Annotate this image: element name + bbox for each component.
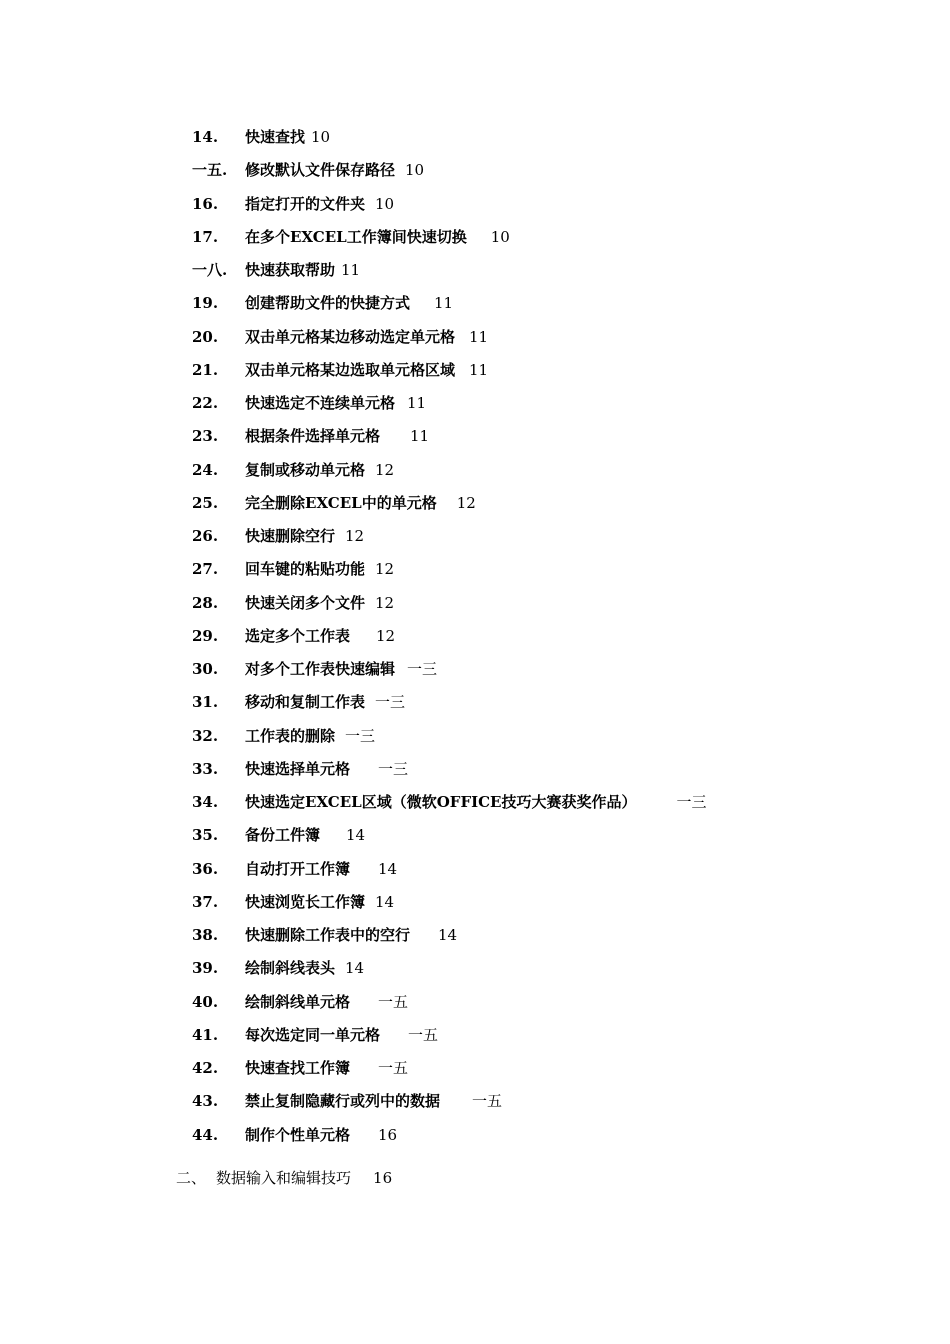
toc-entry[interactable] — [192, 656, 812, 689]
entry-title: 工作表的删除 — [245, 726, 336, 745]
entry-page: 10 — [405, 161, 425, 180]
entry-number: 34. — [192, 793, 219, 811]
entry-number: 14. — [192, 128, 219, 146]
entry-number: 一五. — [192, 161, 228, 180]
entry-title: 快速选择单元格 — [245, 759, 351, 778]
entry-title: 完全删除EXCEL中的单元格 — [245, 493, 437, 512]
entry-page: 一三 — [378, 759, 409, 778]
toc-entry[interactable] — [192, 989, 812, 1022]
entry-title: 快速查找 — [245, 128, 306, 146]
entry-title: 制作个性单元格 — [245, 1125, 351, 1144]
entry-number: 21. — [192, 360, 219, 379]
entry-title: 在多个EXCEL工作簿间快速切换 — [245, 227, 467, 246]
entry-title: 回车键的粘贴功能 — [245, 560, 366, 579]
entry-number: 一八. — [192, 261, 228, 279]
entry-page: 12 — [345, 527, 365, 545]
entry-title: 禁止复制隐藏行或列中的数据 — [245, 1092, 441, 1111]
entry-page: 14 — [346, 826, 366, 845]
entry-title: 快速选定EXCEL区域（微软OFFICE技巧大赛获奖作品） — [245, 793, 637, 811]
entry-page: 12 — [376, 626, 396, 645]
entry-number: 22. — [192, 394, 219, 412]
entry-title: 移动和复制工作表 — [245, 693, 366, 712]
entry-number: 24. — [192, 460, 219, 479]
toc-entry[interactable] — [192, 457, 812, 490]
section-page: 16 — [373, 1169, 393, 1187]
entry-number: 38. — [192, 926, 219, 944]
entry-number: 44. — [192, 1125, 219, 1144]
entry-title: 快速浏览长工作簿 — [245, 892, 366, 911]
entry-number: 42. — [192, 1059, 219, 1077]
entry-number: 23. — [192, 427, 219, 446]
entry-page: 16 — [378, 1125, 398, 1144]
entry-number: 35. — [192, 826, 219, 845]
entry-number: 33. — [192, 759, 219, 778]
entry-number: 28. — [192, 593, 219, 612]
entry-page: 11 — [341, 261, 361, 279]
toc-entry[interactable] — [192, 590, 812, 623]
toc-entry[interactable] — [192, 357, 812, 390]
table-of-contents — [192, 124, 812, 1155]
entry-title: 选定多个工作表 — [245, 626, 351, 645]
entry-number: 36. — [192, 859, 219, 878]
toc-entry[interactable] — [192, 257, 812, 290]
entry-page: 14 — [378, 859, 398, 878]
entry-page: 12 — [375, 593, 395, 612]
entry-title: 自动打开工作簿 — [245, 859, 351, 878]
entry-title: 双击单元格某边选取单元格区域 — [245, 360, 456, 379]
toc-entry[interactable] — [192, 1088, 812, 1121]
entry-page: 11 — [469, 327, 489, 346]
entry-page: 11 — [469, 360, 489, 379]
entry-title: 复制或移动单元格 — [245, 460, 366, 479]
toc-entry[interactable] — [192, 523, 812, 556]
entry-page: 14 — [438, 926, 458, 944]
entry-number: 27. — [192, 560, 219, 579]
entry-number: 25. — [192, 493, 219, 512]
entry-title: 每次选定同一单元格 — [245, 1025, 381, 1044]
entry-page: 一五 — [378, 992, 409, 1011]
section-number: 二、 — [176, 1169, 207, 1187]
entry-number: 41. — [192, 1025, 219, 1044]
section-heading[interactable] — [176, 1165, 392, 1191]
entry-page: 10 — [311, 128, 331, 146]
entry-title: 备份工件簿 — [245, 826, 321, 845]
entry-title: 绘制斜线单元格 — [245, 992, 351, 1011]
toc-entry[interactable] — [192, 1055, 812, 1088]
entry-number: 17. — [192, 227, 219, 246]
toc-entry[interactable] — [192, 689, 812, 722]
entry-title: 指定打开的文件夹 — [245, 194, 366, 213]
toc-entry[interactable] — [192, 490, 812, 523]
toc-entry[interactable] — [192, 124, 812, 157]
entry-page: 11 — [434, 294, 454, 313]
entry-title: 快速关闭多个文件 — [245, 593, 366, 612]
entry-title: 快速查找工作簿 — [245, 1059, 351, 1077]
entry-title: 根据条件选择单元格 — [245, 427, 381, 446]
entry-title: 绘制斜线表头 — [245, 959, 336, 978]
entry-number: 20. — [192, 327, 219, 346]
entry-number: 19. — [192, 294, 219, 313]
toc-entry[interactable] — [192, 822, 812, 855]
toc-entry[interactable] — [192, 1022, 812, 1055]
entry-number: 16. — [192, 194, 219, 213]
entry-number: 32. — [192, 726, 219, 745]
toc-entry[interactable] — [192, 623, 812, 656]
toc-entry[interactable] — [192, 224, 812, 257]
toc-entry[interactable] — [192, 390, 812, 423]
entry-title: 对多个工作表快速编辑 — [245, 660, 396, 678]
entry-title: 双击单元格某边移动选定单元格 — [245, 327, 456, 346]
entry-page: 12 — [375, 560, 395, 579]
entry-page: 一三 — [375, 693, 406, 712]
entry-number: 39. — [192, 959, 219, 978]
entry-number: 37. — [192, 892, 219, 911]
toc-entry[interactable] — [192, 556, 812, 589]
toc-entry[interactable] — [192, 290, 812, 323]
entry-title: 快速选定不连续单元格 — [245, 394, 396, 412]
entry-page: 一三 — [407, 660, 438, 678]
entry-title: 快速删除工作表中的空行 — [245, 926, 411, 944]
entry-page: 12 — [375, 460, 395, 479]
entry-page: 10 — [375, 194, 395, 213]
toc-entry[interactable] — [192, 423, 812, 456]
section-title: 数据输入和编辑技巧 — [216, 1169, 352, 1187]
entry-number: 43. — [192, 1092, 219, 1111]
toc-entry[interactable] — [192, 856, 812, 889]
entry-page: 一五 — [472, 1092, 503, 1111]
toc-entry[interactable] — [192, 723, 812, 756]
entry-page: 14 — [345, 959, 365, 978]
toc-entry[interactable] — [192, 756, 812, 789]
entry-title: 快速删除空行 — [245, 527, 336, 545]
entry-page: 一五 — [378, 1059, 409, 1077]
entry-title: 快速获取帮助 — [245, 261, 336, 279]
entry-number: 30. — [192, 660, 219, 678]
entry-page: 11 — [407, 394, 427, 412]
toc-entry[interactable] — [192, 191, 812, 224]
entry-page: 11 — [410, 427, 430, 446]
entry-page: 14 — [375, 892, 395, 911]
toc-entry[interactable] — [192, 157, 812, 190]
toc-entry[interactable] — [192, 789, 812, 822]
toc-entry[interactable] — [192, 324, 812, 357]
entry-number: 31. — [192, 693, 219, 712]
entry-page: 10 — [490, 227, 510, 246]
entry-title: 创建帮助文件的快捷方式 — [245, 294, 411, 313]
entry-number: 29. — [192, 626, 219, 645]
entry-page: 12 — [456, 493, 476, 512]
entry-number: 26. — [192, 527, 219, 545]
toc-entry[interactable] — [192, 955, 812, 988]
toc-entry[interactable] — [192, 889, 812, 922]
entry-number: 40. — [192, 992, 219, 1011]
toc-entry[interactable] — [192, 922, 812, 955]
entry-title: 修改默认文件保存路径 — [245, 161, 396, 180]
entry-page: 一三 — [676, 793, 707, 811]
entry-page: 一三 — [345, 726, 376, 745]
toc-entry[interactable] — [192, 1122, 812, 1155]
entry-page: 一五 — [408, 1025, 439, 1044]
